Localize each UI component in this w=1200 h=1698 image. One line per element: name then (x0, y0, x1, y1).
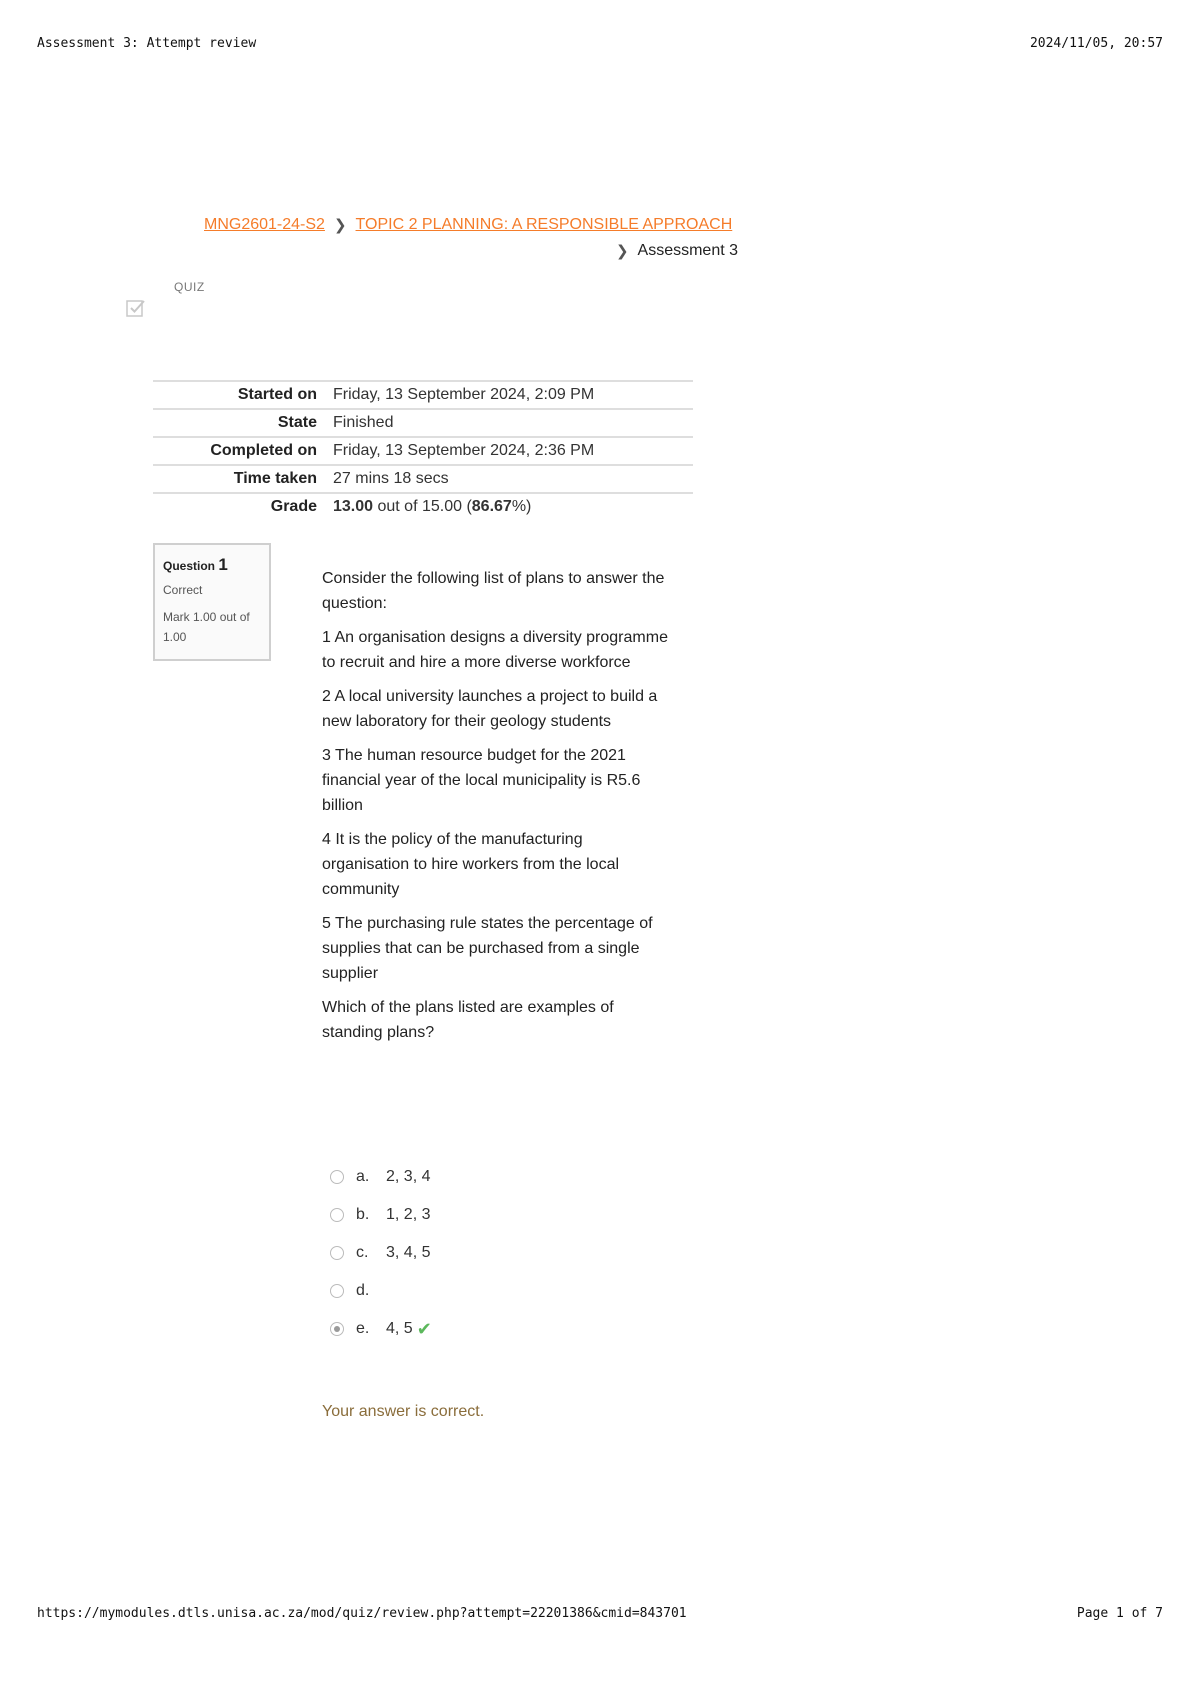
print-footer (37, 1606, 1163, 1621)
question-paragraph: 1 An organisation designs a diversity programme to recruit and hire a more diverse workforce (322, 629, 668, 671)
activity-type-label: QUIZ (174, 280, 205, 294)
grade-value (327, 493, 693, 520)
chevron-right-icon: ❯ (615, 243, 629, 260)
answer-option-c[interactable] (330, 1234, 432, 1272)
option-letter: c. (356, 1244, 369, 1261)
question-paragraph: 3 The human resource budget for the 2021 financial year of the local municipality is R5.6 billion (322, 747, 641, 814)
option-letter: a. (356, 1168, 370, 1185)
answer-option-e[interactable] (330, 1310, 432, 1348)
question-info-box (153, 543, 271, 661)
radio-button[interactable] (330, 1208, 344, 1222)
summary-row-started (153, 381, 693, 409)
grade-close: %) (511, 498, 532, 515)
summary-value: Friday, 13 September 2024, 2:36 PM (333, 442, 595, 459)
summary-row-state (153, 409, 693, 437)
radio-button[interactable] (330, 1284, 344, 1298)
summary-label: Time taken (233, 470, 317, 487)
breadcrumb-topic-link[interactable]: TOPIC 2 PLANNING: A RESPONSIBLE APPROACH (355, 216, 733, 233)
question-label: Question (163, 559, 216, 573)
answer-options (330, 1158, 432, 1348)
breadcrumb-course-link[interactable]: MNG2601-24-S2 (204, 216, 325, 233)
answer-option-a[interactable] (330, 1158, 432, 1196)
radio-button-selected[interactable] (330, 1322, 344, 1336)
option-text: 1, 2, 3 (386, 1206, 431, 1223)
grade-out-of: out of 15.00 ( (373, 498, 472, 515)
summary-row-time-taken (153, 465, 693, 493)
print-datetime: 2024/11/05, 20:57 (1029, 36, 1163, 51)
answer-feedback: Your answer is correct. (322, 1403, 485, 1420)
summary-label: Grade (270, 498, 317, 515)
page-number: Page 1 of 7 (1076, 1606, 1163, 1621)
page-url: https://mymodules.dtls.unisa.ac.za/mod/quiz/review.php?attempt=22201386&cmid=843701 (37, 1606, 687, 1621)
breadcrumb (204, 216, 738, 260)
question-paragraph: 4 It is the policy of the manufacturing organisation to hire workers from the local community (322, 831, 620, 898)
correct-check-icon: ✔ (416, 1318, 432, 1339)
quiz-icon (126, 298, 146, 318)
summary-value: Finished (333, 414, 394, 431)
question-paragraph: 2 A local university launches a project to build a new laboratory for their geology students (322, 688, 658, 730)
question-prompt: Which of the plans listed are examples of standing plans? (322, 999, 614, 1041)
summary-label: Started on (237, 386, 317, 403)
question-mark: Mark 1.00 out of 1.00 (163, 610, 250, 644)
summary-value: 27 mins 18 secs (333, 470, 449, 487)
summary-label: State (277, 414, 317, 431)
question-paragraph: Consider the following list of plans to answer the question: (322, 570, 665, 612)
summary-row-completed (153, 437, 693, 465)
option-letter: e. (356, 1320, 370, 1337)
option-letter: d. (356, 1282, 370, 1299)
option-letter: b. (356, 1206, 370, 1223)
summary-label: Completed on (210, 442, 317, 459)
chevron-right-icon: ❯ (333, 217, 347, 234)
radio-button[interactable] (330, 1246, 344, 1260)
option-text: 2, 3, 4 (386, 1168, 431, 1185)
answer-option-d[interactable] (330, 1272, 432, 1310)
option-text: 4, 5 (386, 1320, 413, 1337)
attempt-summary-table (153, 380, 693, 520)
print-title: Assessment 3: Attempt review (37, 36, 257, 51)
grade-percent: 86.67 (471, 498, 512, 515)
summary-row-grade (153, 493, 693, 520)
grade-score: 13.00 (333, 498, 374, 515)
option-text: 3, 4, 5 (386, 1244, 431, 1261)
breadcrumb-current: Assessment 3 (637, 242, 738, 259)
question-paragraph: 5 The purchasing rule states the percentage of supplies that can be purchased from a single supplier (322, 915, 653, 982)
question-number: 1 (218, 555, 228, 574)
answer-option-b[interactable] (330, 1196, 432, 1234)
question-text (322, 566, 672, 1054)
question-state: Correct (163, 583, 203, 597)
radio-button[interactable] (330, 1170, 344, 1184)
summary-value: Friday, 13 September 2024, 2:09 PM (333, 386, 595, 403)
print-header (37, 36, 1163, 51)
